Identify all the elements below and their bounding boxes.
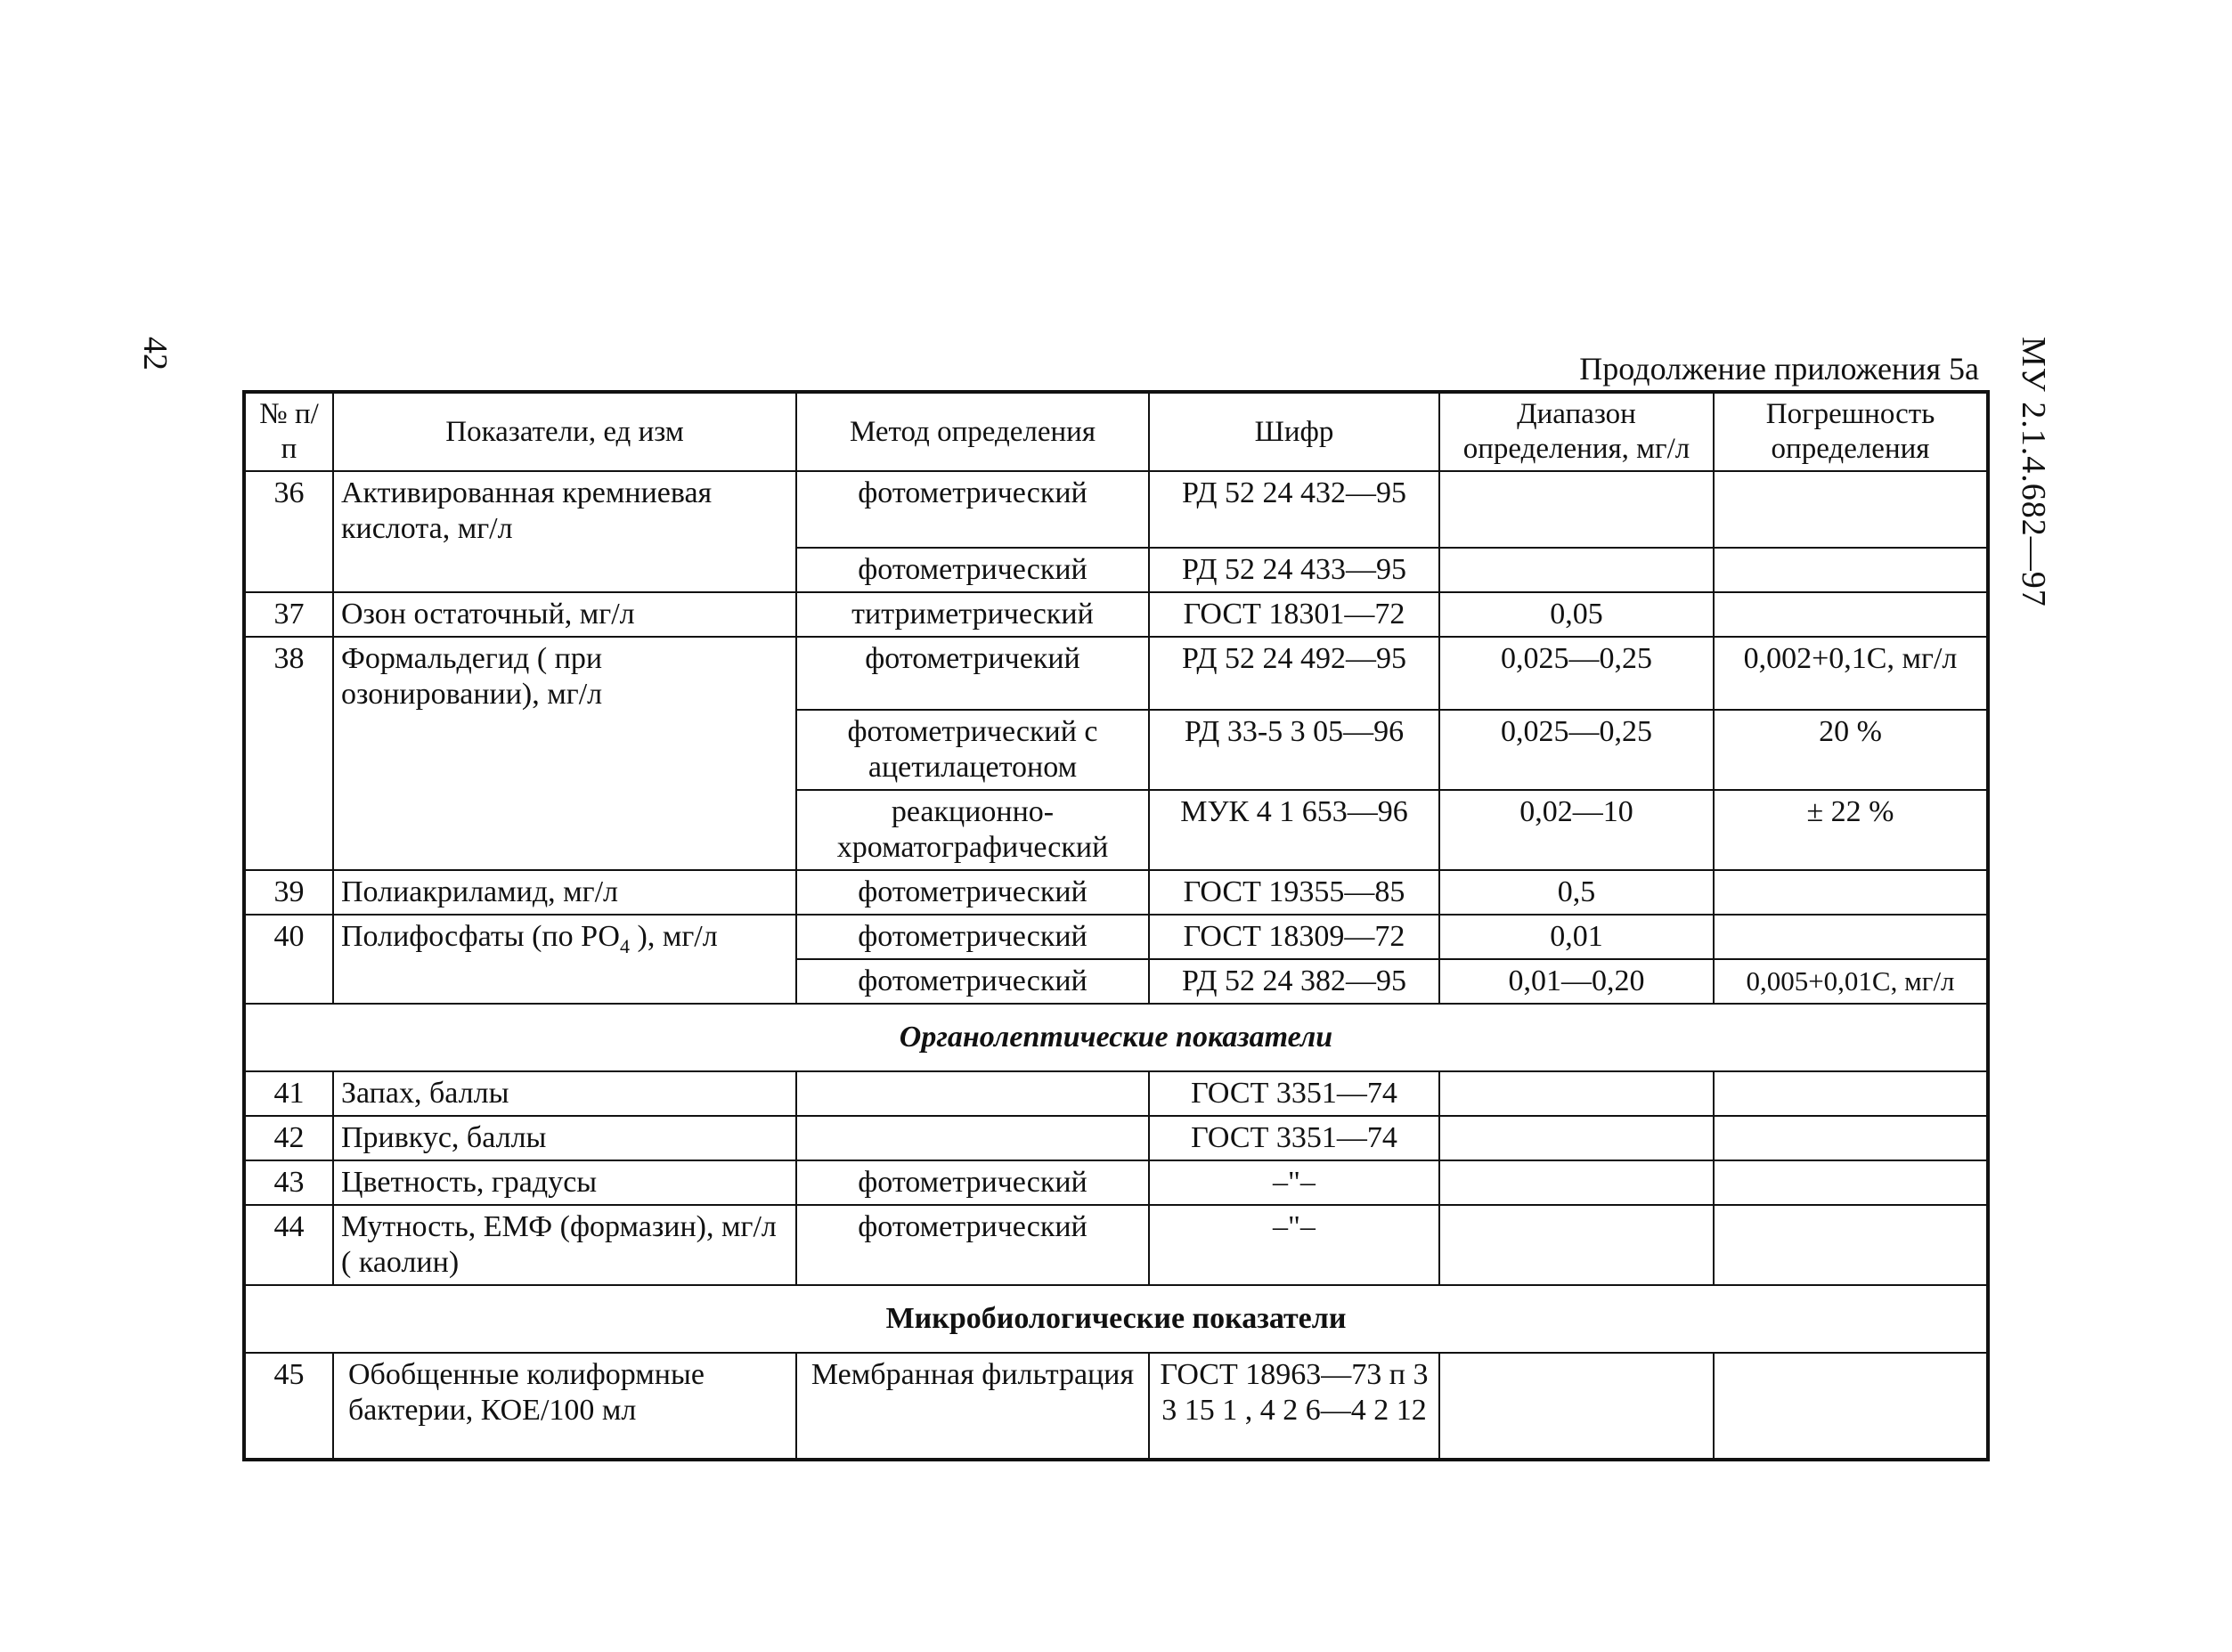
cell-method: фотометрический xyxy=(796,915,1149,959)
cell-method: фотометрический xyxy=(796,1205,1149,1285)
cell-num: 37 xyxy=(244,592,333,637)
cell-indicator: Активированная кремниевая кислота, мг/л xyxy=(333,471,796,592)
page-number: 42 xyxy=(136,337,174,370)
cell-indicator: Формальдегид ( при озонировании), мг/л xyxy=(333,637,796,870)
cell-code: РД 33-5 3 05—96 xyxy=(1149,710,1439,790)
header-num: № п/п xyxy=(244,392,333,471)
cell-error xyxy=(1714,870,1988,915)
cell-code: ГОСТ 18301—72 xyxy=(1149,592,1439,637)
cell-range xyxy=(1439,471,1714,548)
cell-method xyxy=(796,1116,1149,1160)
cell-error xyxy=(1714,471,1988,548)
cell-range: 0,05 xyxy=(1439,592,1714,637)
cell-code: ГОСТ 18963—73 п 3 3 15 1 , 4 2 6—4 2 12 xyxy=(1149,1353,1439,1460)
cell-code: ГОСТ 19355—85 xyxy=(1149,870,1439,915)
section-microbiological: Микробиологические показатели xyxy=(244,1285,1988,1353)
cell-error xyxy=(1714,1353,1988,1460)
cell-num: 44 xyxy=(244,1205,333,1285)
cell-method: фотометрический xyxy=(796,471,1149,548)
cell-indicator xyxy=(333,915,796,1004)
cell-method: Мембранная фильтрация xyxy=(796,1353,1149,1460)
table-row xyxy=(244,1160,1988,1205)
cell-indicator: Озон остаточный, мг/л xyxy=(333,592,796,637)
cell-code: ГОСТ 3351—74 xyxy=(1149,1071,1439,1116)
document-code: МУ 2.1.4.682—97 xyxy=(2015,337,2052,607)
cell-method: фотометричекий xyxy=(796,637,1149,710)
cell-num: 38 xyxy=(244,637,333,870)
cell-code: РД 52 24 382—95 xyxy=(1149,959,1439,1004)
cell-indicator: Обобщенные колиформные бактерии, КОЕ/100 мл xyxy=(333,1353,796,1460)
cell-range xyxy=(1439,1071,1714,1116)
table-row xyxy=(244,637,1988,710)
cell-code: ГОСТ 18309—72 xyxy=(1149,915,1439,959)
table-row xyxy=(244,1205,1988,1285)
header-code: Шифр xyxy=(1149,392,1439,471)
cell-num: 42 xyxy=(244,1116,333,1160)
cell-error xyxy=(1714,915,1988,959)
section-organoleptic: Органолептические показатели xyxy=(244,1004,1988,1071)
section-row xyxy=(244,1285,1988,1353)
cell-code: –"– xyxy=(1149,1160,1439,1205)
cell-num: 41 xyxy=(244,1071,333,1116)
cell-range xyxy=(1439,1353,1714,1460)
cell-error xyxy=(1714,548,1988,592)
cell-range: 0,025—0,25 xyxy=(1439,637,1714,710)
cell-method: реакционно-хроматографический xyxy=(796,790,1149,870)
table-row xyxy=(244,915,1988,959)
header-range: Диапазон определения, мг/л xyxy=(1439,392,1714,471)
cell-method: фотометрический xyxy=(796,959,1149,1004)
cell-num: 36 xyxy=(244,471,333,592)
header-method: Метод определения xyxy=(796,392,1149,471)
cell-indicator: Цветность, градусы xyxy=(333,1160,796,1205)
cell-error: ± 22 % xyxy=(1714,790,1988,870)
cell-method: титриметрический xyxy=(796,592,1149,637)
cell-method: фотометрический xyxy=(796,1160,1149,1205)
cell-code: –"– xyxy=(1149,1205,1439,1285)
cell-code: ГОСТ 3351—74 xyxy=(1149,1116,1439,1160)
cell-range xyxy=(1439,1205,1714,1285)
cell-error xyxy=(1714,1116,1988,1160)
table-row xyxy=(244,471,1988,548)
cell-num: 43 xyxy=(244,1160,333,1205)
cell-code: РД 52 24 492—95 xyxy=(1149,637,1439,710)
cell-range xyxy=(1439,1116,1714,1160)
cell-indicator: Мутность, ЕМФ (формазин), мг/л ( каолин) xyxy=(333,1205,796,1285)
table-row xyxy=(244,1116,1988,1160)
table-row xyxy=(244,870,1988,915)
section-row xyxy=(244,1004,1988,1071)
cell-range: 0,01—0,20 xyxy=(1439,959,1714,1004)
cell-indicator: Полиакриламид, мг/л xyxy=(333,870,796,915)
cell-code: МУК 4 1 653—96 xyxy=(1149,790,1439,870)
indicator-text-tail: ), мг/л xyxy=(630,920,718,953)
cell-code: РД 52 24 432—95 xyxy=(1149,471,1439,548)
cell-indicator: Запах, баллы xyxy=(333,1071,796,1116)
cell-method: фотометрический xyxy=(796,870,1149,915)
cell-range: 0,5 xyxy=(1439,870,1714,915)
cell-method xyxy=(796,1071,1149,1116)
continuation-caption: Продолжение приложения 5а xyxy=(1579,351,1979,387)
cell-method: фотометрический xyxy=(796,548,1149,592)
header-error: Погрешность определения xyxy=(1714,392,1988,471)
cell-error: 0,002+0,1С, мг/л xyxy=(1714,637,1988,710)
cell-range xyxy=(1439,1160,1714,1205)
indicators-table xyxy=(242,390,1990,1461)
cell-range: 0,025—0,25 xyxy=(1439,710,1714,790)
header-indicator: Показатели, ед изм xyxy=(333,392,796,471)
table-row xyxy=(244,1071,1988,1116)
cell-range: 0,01 xyxy=(1439,915,1714,959)
cell-range: 0,02—10 xyxy=(1439,790,1714,870)
cell-error xyxy=(1714,592,1988,637)
table-header-row xyxy=(244,392,1988,471)
cell-code: РД 52 24 433—95 xyxy=(1149,548,1439,592)
cell-error xyxy=(1714,1071,1988,1116)
table-row xyxy=(244,592,1988,637)
cell-num: 40 xyxy=(244,915,333,1004)
cell-num: 45 xyxy=(244,1353,333,1460)
cell-error: 20 % xyxy=(1714,710,1988,790)
cell-num: 39 xyxy=(244,870,333,915)
cell-error xyxy=(1714,1205,1988,1285)
indicator-subscript: 4 xyxy=(620,934,630,957)
cell-range xyxy=(1439,548,1714,592)
cell-error xyxy=(1714,1160,1988,1205)
cell-indicator: Привкус, баллы xyxy=(333,1116,796,1160)
cell-error: 0,005+0,01С, мг/л xyxy=(1714,959,1988,1004)
table-row xyxy=(244,1353,1988,1460)
indicator-text: Полифосфаты (по РО xyxy=(341,920,620,953)
cell-method: фотометрический с ацетилацетоном xyxy=(796,710,1149,790)
